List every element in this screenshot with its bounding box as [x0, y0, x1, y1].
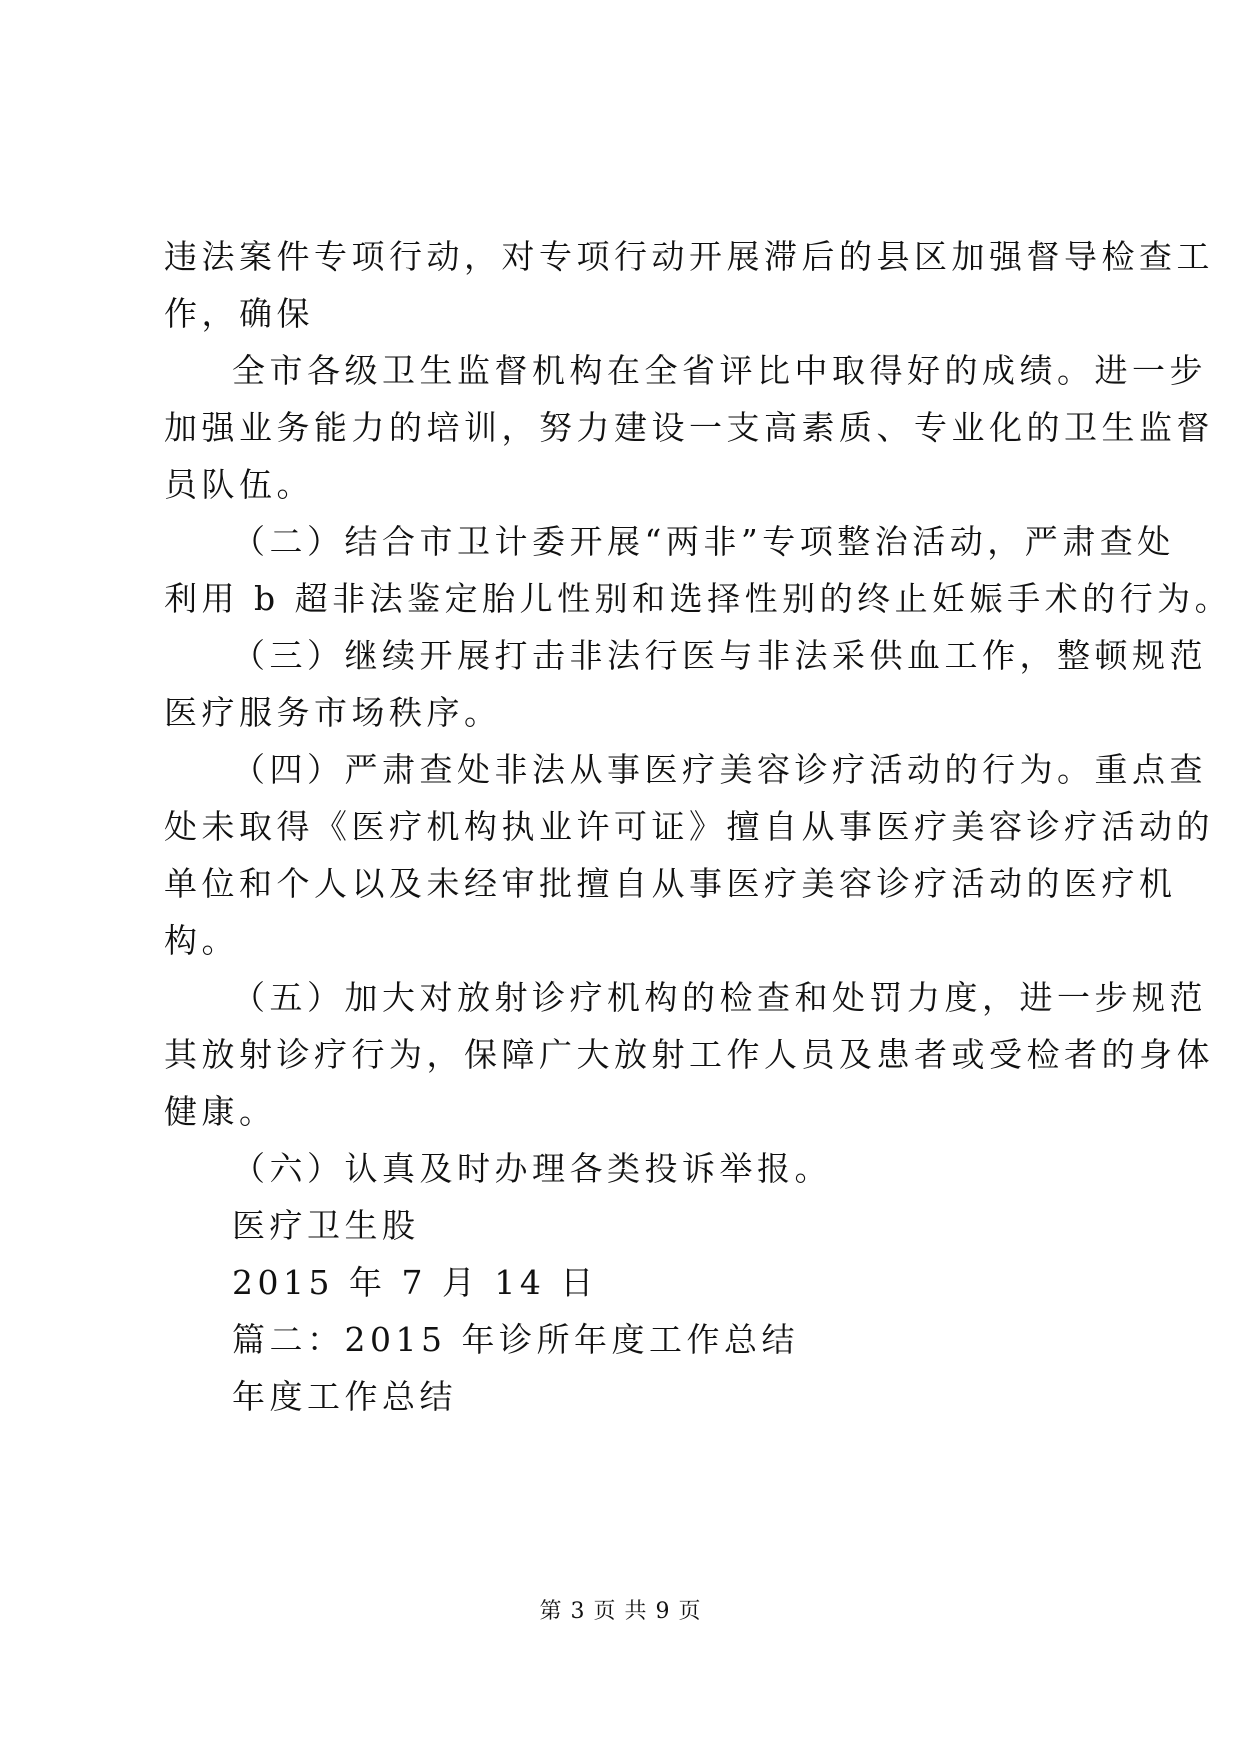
text-line: 健康。: [164, 1092, 277, 1131]
document-body: [164, 228, 1233, 1425]
text-line: 利用 b 超非法鉴定胎儿性别和选择性别的终止妊娠手术的行为。: [164, 579, 1233, 618]
text-line: 作，确保: [164, 294, 314, 333]
text-line: （五）加大对放射诊疗机构的检查和处罚力度，进一步规范: [232, 978, 1207, 1017]
text-line: （六）认真及时办理各类投诉举报。: [232, 1149, 832, 1188]
text-line: 员队伍。: [164, 465, 314, 504]
text-line: 其放射诊疗行为，保障广大放射工作人员及患者或受检者的身体: [164, 1035, 1214, 1074]
text-line: 违法案件专项行动，对专项行动开展滞后的县区加强督导检查工: [164, 237, 1214, 276]
page-number-footer: 第 3 页 共 9 页: [539, 1599, 702, 1624]
text-line: 加强业务能力的培训，努力建设一支高素质、专业化的卫生监督: [164, 408, 1214, 447]
section-heading: 篇二：2015 年诊所年度工作总结: [232, 1320, 799, 1359]
text-line: 全市各级卫生监督机构在全省评比中取得好的成绩。进一步: [232, 351, 1207, 390]
text-line: 构。: [164, 921, 239, 960]
text-line: （四）严肃查处非法从事医疗美容诊疗活动的行为。重点查: [232, 750, 1207, 789]
text-line: 医疗服务市场秩序。: [164, 693, 502, 732]
text-line: （三）继续开展打击非法行医与非法采供血工作，整顿规范: [232, 636, 1207, 675]
signature-date: 2015 年 7 月 14 日: [232, 1263, 598, 1302]
section-subheading: 年度工作总结: [232, 1377, 457, 1416]
signature-department: 医疗卫生股: [232, 1206, 420, 1245]
text-line: （二）结合市卫计委开展“两非”专项整治活动，严肃查处: [232, 522, 1175, 561]
text-line: 单位和个人以及未经审批擅自从事医疗美容诊疗活动的医疗机: [164, 864, 1177, 903]
text-line: 处未取得《医疗机构执业许可证》擅自从事医疗美容诊疗活动的: [164, 807, 1214, 846]
